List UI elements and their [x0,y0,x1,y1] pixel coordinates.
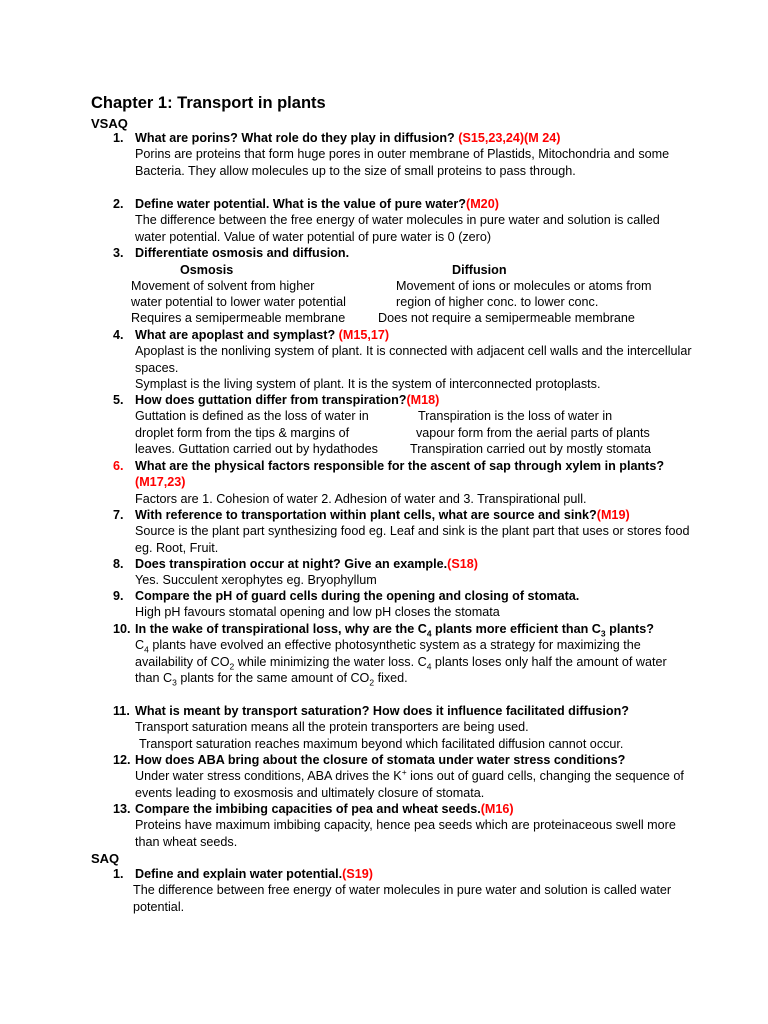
guttation-row-3: leaves. Guttation carried out by hydathodes [135,442,378,456]
question-number: 5. [113,393,124,407]
question-number: 2. [113,197,124,211]
question-text: How does guttation differ from transpiration? [135,393,407,407]
section-saq-heading: SAQ [91,851,120,866]
subscript-4: 4 [426,661,432,672]
question-number: 9. [113,589,124,603]
question-number: 3. [113,246,124,260]
subscript-4: 4 [144,644,149,655]
question-text: Define water potential. What is the value of pure water? [135,197,466,211]
question-text: What are porins? What role do they play in diffusion? [135,131,459,145]
question-text: What are apoplast and symplast? [135,328,339,342]
answer-text: The difference between the free energy of water molecules in pure water and solution is called water potential. Value of water potential of pure water is 0 (zero) [135,213,660,244]
osmosis-row-1: Movement of solvent from higher [131,279,315,293]
answer-part: Under water stress conditions, ABA drives the K [135,769,402,784]
question-5 [113,392,693,408]
question-13 [113,801,693,850]
guttation-row-1: Guttation is defined as the loss of water in [135,409,369,423]
question-number: 12. [113,753,131,767]
exam-reference: (S18) [447,557,478,571]
answer-text: Yes. Succulent xerophytes eg. Bryophyllum [135,573,377,588]
answer-text: Proteins have maximum imbibing capacity, hence pea seeds which are proteinaceous swell more than wheat seeds. [135,818,676,849]
answer-text: Transport saturation reaches maximum beyond which facilitated diffusion cannot occur. [139,736,624,751]
diffusion-row-2: region of higher conc. to lower conc. [396,295,599,309]
answer-text: High pH favours stomatal opening and low pH closes the stomata [135,605,500,620]
guttation-row-2: droplet form from the tips & margins of [135,426,350,440]
osmosis-row-3: Requires a semipermeable membrane [131,311,346,325]
question-8 [113,556,693,589]
section-vsaq-heading: VSAQ [91,116,128,131]
question-number: 13. [113,802,131,816]
answer-part: ions out of guard cells, changing the sequence of events leading to exosmosis and ultimately closure of stomata. [135,769,684,800]
transpiration-row-3: Transpiration carried out by mostly stomata [410,442,652,456]
question-text: plants more efficient than C [431,622,601,636]
question-text: Compare the imbibing capacities of pea and wheat seeds. [135,802,481,816]
question-text: In the wake of transpirational loss, why are the C [135,622,427,636]
question-12 [113,752,693,801]
exam-reference: (S19) [342,867,373,881]
subscript-4: 4 [426,628,432,639]
diffusion-row-3: Does not require a semipermeable membrane [378,311,635,325]
question-text: With reference to transportation within plant cells, what are source and sink? [135,508,597,522]
exam-reference: (M15,17) [338,328,390,342]
answer-part: fixed. [374,671,408,686]
exam-reference: (M16) [480,802,514,816]
question-text: Define and explain water potential. [135,867,343,881]
answer-part: C [135,638,145,653]
answer-text: The difference between free energy of water molecules in pure water and solution is called water potential. [133,883,672,914]
question-text: Does transpiration occur at night? Give an example. [135,557,448,571]
question-9 [113,588,693,621]
superscript-plus: + [401,767,407,778]
exam-reference: (M18) [406,393,440,407]
subscript-3: 3 [172,677,177,688]
question-text: How does ABA bring about the closure of stomata under water stress conditions? [135,753,626,767]
answer-text: Symplast is the living system of plant. It is the system of interconnected protoplasts. [135,377,601,392]
question-text: Compare the pH of guard cells during the opening and closing of stomata. [135,589,580,603]
exam-reference: (M20) [466,197,499,211]
question-4 [113,327,693,393]
subscript-2: 2 [229,661,235,672]
question-3 [113,245,693,261]
question-text: What are the physical factors responsible for the ascent of sap through xylem in plants? [135,459,665,473]
answer-text: Porins are proteins that form huge pores in outer membrane of Plastids, Mitochondria and some Bacteria. They allow molecules up to the size of small proteins to pass through. [135,147,670,178]
column-heading-diffusion: Diffusion [452,263,507,277]
exam-reference: (S15,23,24)(M 24) [458,131,561,145]
question-6 [113,458,693,507]
answer-text [135,768,693,801]
answer-part: plants for the same amount of CO [176,671,370,686]
diffusion-row-1: Movement of ions or molecules or atoms from [396,279,652,293]
subscript-3: 3 [600,628,606,639]
question-number: 1. [113,867,124,881]
question-text: What is meant by transport saturation? How does it influence facilitated diffusion? [135,704,629,718]
subscript-2: 2 [369,677,375,688]
question-text: plants? [605,622,654,636]
transpiration-row-2: vapour form from the aerial parts of plants [416,426,650,440]
answer-part: plants have evolved an effective photosynthetic system as a strategy for maximizing the availability of CO [135,638,641,669]
exam-reference: (M19) [596,508,630,522]
osmosis-row-2: water potential to lower water potential [131,295,346,309]
saq-question-1 [113,866,693,915]
question-2 [113,196,693,245]
answer-part: plants loses only half the amount of water than C [135,654,667,686]
question-10 [113,621,693,687]
question-number: 11. [113,704,130,718]
exam-reference: (M17,23) [135,475,186,490]
answer-text: Source is the plant part synthesizing food eg. Leaf and sink is the plant part that uses or stores food eg. Root, Fruit. [135,524,690,555]
question-11 [113,703,693,752]
transpiration-row-1: Transpiration is the loss of water in [418,409,613,423]
question-number: 8. [113,557,124,571]
question-number: 10. [113,622,131,636]
answer-part: while minimizing the water loss. C [234,654,427,669]
question-number: 6. [113,459,124,473]
answer-text: Factors are 1. Cohesion of water 2. Adhesion of water and 3. Transpirational pull. [135,491,587,506]
answer-text [135,637,693,686]
question-number: 1. [113,131,124,145]
chapter-title: Chapter 1: Transport in plants [91,94,326,112]
question-number: 7. [113,508,124,522]
answer-text: Apoplast is the nonliving system of plant. It is connected with adjacent cell walls and the intercellular spaces. [135,344,692,375]
answer-text: Transport saturation means all the protein transporters are being used. [135,720,529,735]
question-text: Differentiate osmosis and diffusion. [135,246,350,260]
column-heading-osmosis: Osmosis [180,263,234,277]
question-7 [113,507,693,556]
question-1 [113,130,693,179]
question-number: 4. [113,328,124,342]
